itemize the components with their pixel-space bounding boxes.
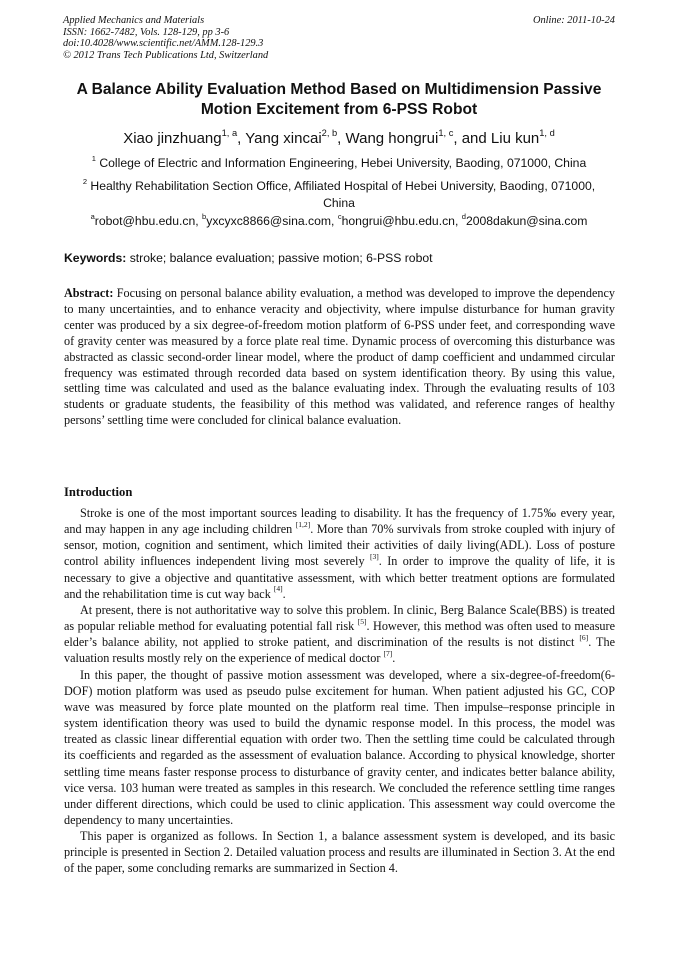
body-text: Stroke is one of the most important sources leading to disability. It has the frequency of 1.75‰ every year, and may happen in any age including children — [64, 506, 615, 537]
email-mark: d — [461, 211, 466, 221]
affiliation-2-text-line-1: Healthy Rehabilitation Section Office, Affiliated Hospital of Hebei University, Baoding, 071000, — [90, 179, 596, 193]
author-name: Xiao jinzhuang — [123, 130, 222, 147]
abstract — [64, 286, 615, 429]
citation-ref: [3] — [369, 551, 379, 561]
body-text: . — [392, 651, 396, 666]
citation-ref: [5] — [357, 616, 367, 626]
author-separator: , — [337, 130, 346, 147]
author-affiliation-mark: 1, a — [221, 127, 238, 138]
section-heading-introduction: Introduction — [64, 485, 133, 499]
email-address: hongrui@hbu.edu.cn, — [341, 214, 462, 228]
author-affiliation-mark: 1, c — [438, 127, 454, 138]
intro-paragraph-1 — [64, 505, 615, 602]
affiliation-2 — [60, 178, 618, 212]
issn-line: ISSN: 1662-7482, Vols. 128-129, pp 3-6 — [63, 26, 230, 38]
body-text: . The valuation results mostly rely on the experience of medical doctor — [64, 635, 615, 666]
affiliation-2-text-line-2: China — [323, 196, 355, 210]
email-address: 2008dakun@sina.com — [465, 214, 588, 228]
keywords — [64, 250, 616, 267]
abstract-label: Abstract: — [64, 286, 114, 300]
title-line-1: A Balance Ability Evaluation Method Based on Multidimension Passive — [76, 81, 602, 98]
email-mark: b — [202, 211, 207, 221]
affiliation-1 — [60, 155, 618, 172]
author-list — [40, 129, 638, 149]
author-name: Liu kun — [490, 130, 540, 147]
abstract-text: Focusing on personal balance ability evaluation, a method was developed to improve the dependency to many uncertainties, and to enhance veracity and objectivity, where impulse disturbance for human gravity center was produced by a six degree-of-freedom motion platform of 6-PSS under feet, and corresponding wave of gravity center was measured by a force plate real time. Dynamic process of overcoming this disturbance was abstracted as classic second-order linear model, where the product of damp coefficient and undammed circular frequency was estimated through recorded data based on system identification theory. By using this value, settling time was calculated and used as the balance evaluating index. Through the evaluating results of 103 students or graduate students, the feasibility of this method was validated, and reference ranges of healthy persons’ settling time were concluded for clinical balance evaluation. — [64, 286, 615, 428]
body-text: . More than 70% survivals from stroke coupled with injury of sensor, motion, cognition and sentiment, which limited their activities of daily living(ADL). Loss of posture control ability influences independent living most severely — [64, 522, 615, 569]
author-separator: , and — [453, 130, 491, 147]
online-date: Online: 2011-10-24 — [532, 15, 615, 26]
email-address: yxcyxc8866@sina.com, — [206, 214, 338, 228]
running-header — [63, 15, 615, 61]
email-address: robot@hbu.edu.cn, — [94, 214, 203, 228]
body-text: In this paper, the thought of passive motion assessment was developed, where a six-degree-of-freedom(6-DOF) motion platform was used as pseudo pulse excitement for human. When patient adjusted his GC, COP wave was measured by force plate mounted on the platform real time. Then impulse–response principle in system identification theory was used to build the dynamic response model. In this process, the model was treated as classic linear differential equation with order two. Then the settling time could be calculated through its coefficients and regarded as the assessment of evaluation balance. According to physical knowledge, shorter settling time means faster response process to disturbance of gravity center, and indicates better balance ability, vice versa. 103 human were treated as samples in this research. We concluded the reference settling time ranges under different directions, which could be used to clinic application. This assessment way could overcome the dependency to many uncertainties. — [64, 667, 615, 827]
keywords-label: Keywords: — [64, 251, 127, 265]
copyright-line: © 2012 Trans Tech Publications Ltd, Switzerland — [63, 49, 269, 61]
citation-ref: [6] — [579, 632, 589, 642]
email-mark: c — [337, 211, 342, 221]
title-line-2: Motion Excitement from 6-PSS Robot — [200, 101, 478, 118]
journal-name: Applied Mechanics and Materials — [63, 15, 205, 26]
body-text: . In order to improve the quality of life, it is necessary to give a objective and quantitative assessment, with which better treatment options are formulated and the rehabilitation time is cut way back — [64, 554, 615, 601]
intro-paragraph-3 — [64, 667, 615, 829]
author-separator: , — [237, 130, 246, 147]
email-mark: a — [90, 211, 95, 221]
body-text: This paper is organized as follows. In Section 1, a balance assessment system is developed, and its basic principle is presented in Section 2. Detailed valuation process and results are illuminated in Section 3. At the end of the paper, some concluding remarks are summarized in Section 4. — [64, 829, 615, 876]
paper-title — [40, 80, 638, 120]
intro-paragraph-4 — [64, 828, 615, 876]
doi-line: doi:10.4028/www.scientific.net/AMM.128-129.3 — [63, 38, 264, 50]
author-affiliation-mark: 2, b — [321, 127, 338, 138]
email-list — [40, 213, 638, 230]
body-text: At present, there is not authoritative way to solve this problem. In clinic, Berg Balance Scale(BBS) is treated as popular reliable method for evaluating potential fall risk — [64, 602, 615, 634]
author-name: Yang xincai — [245, 130, 322, 147]
author-name: Wang hongrui — [345, 130, 439, 147]
keywords-text: stroke; balance evaluation; passive motion; 6-PSS robot — [126, 251, 433, 265]
body-text: . However, this method was often used to measure elder’s balance ability, not applied to stroke patient, and discrimination of the results is not distinct — [64, 619, 615, 650]
author-affiliation-mark: 1, d — [539, 127, 555, 138]
citation-ref: [4] — [273, 584, 283, 594]
citation-ref: [7] — [383, 648, 393, 658]
affiliation-2-number: 2 — [82, 176, 88, 186]
citation-ref: [1,2] — [295, 519, 311, 529]
introduction-body — [64, 505, 615, 877]
intro-paragraph-2 — [64, 602, 615, 667]
body-text: . — [282, 586, 286, 601]
affiliation-1-number: 1 — [91, 153, 96, 163]
affiliation-1-text: College of Electric and Information Engineering, Hebei University, Baoding, 071000, China — [99, 156, 587, 170]
